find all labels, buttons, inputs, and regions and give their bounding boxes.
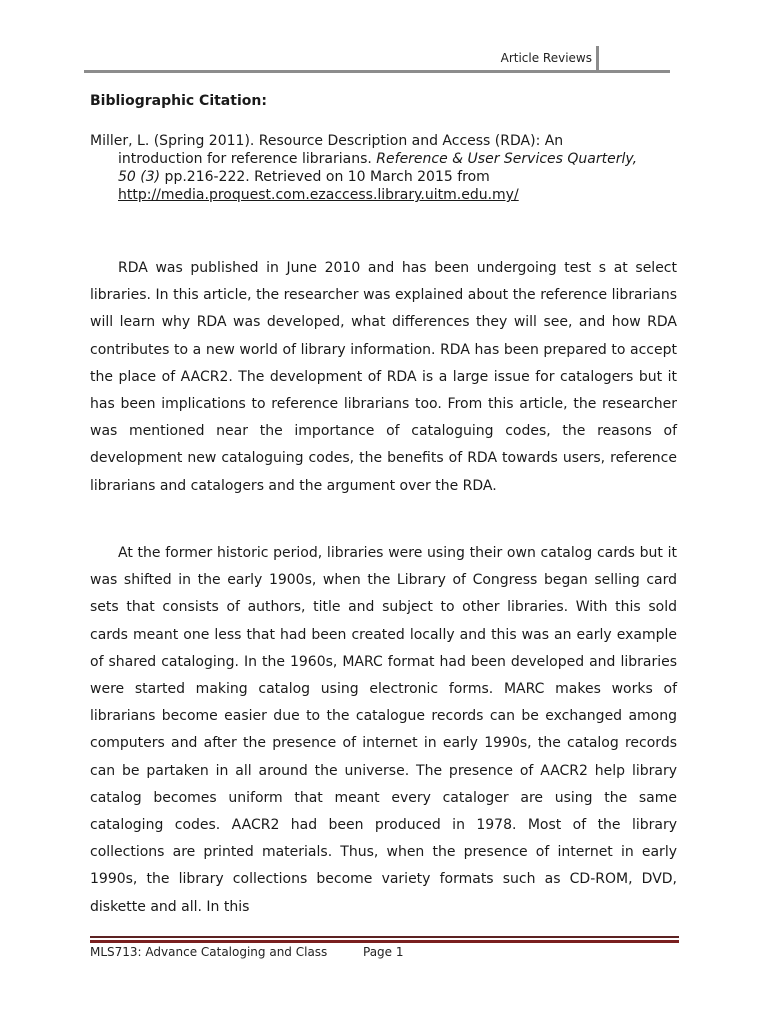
header-rule (84, 70, 670, 73)
footer-rule-thick (90, 940, 679, 943)
header-divider-vertical (596, 46, 599, 72)
footer-course: MLS713: Advance Cataloging and Class (90, 945, 328, 959)
footer-rule-thin (90, 936, 679, 938)
citation-journal: Reference & User Services Quarterly, 50 (3) (118, 151, 638, 185)
citation-url-link[interactable]: http://media.proquest.com.ezaccess.library.uitm.edu.my/ (118, 187, 519, 203)
page-header (84, 44, 670, 74)
citation-heading: Bibliographic Citation: (90, 93, 267, 109)
footer-page-number: Page 1 (363, 945, 404, 959)
bibliographic-citation (90, 132, 638, 204)
body-paragraph-1: RDA was published in June 2010 and has been undergoing test s at select libraries. In this article, the researcher was explained about the reference librarians will learn why RDA was developed, what differences they will see, and how RDA contributes to a new world of library information. RDA has been prepared to accept the place of AACR2. The development of RDA is a large issue for catalogers but it has been implications to reference librarians too. From this article, the researcher was mentioned near the importance of cataloguing codes, the reasons of development new cataloguing codes, the benefits of RDA towards users, reference librarians and catalogers and the argument over the RDA. (90, 260, 677, 494)
citation-text-after: pp.216-222. Retrieved on 10 March 2015 from (160, 169, 490, 185)
header-title: Article Reviews (500, 51, 592, 65)
body-paragraph-2: At the former historic period, libraries were using their own catalog cards but it was shifted in the early 1900s, when the Library of Congress began selling card sets that consists of authors, title and subject to other libraries. With this sold cards meant one less that had been created locally and this was an early example of shared cataloging. In the 1960s, MARC format had been developed and libraries were started making catalog using electronic forms. MARC makes works of librarians become easier due to the catalogue records can be exchanged among computers and after the presence of internet in early 1990s, the catalog records can be partaken in all around the universe. The presence of AACR2 help library catalog becomes uniform that meant every cataloger are using the same cataloging codes. AACR2 had been produced in 1978. Most of the library collections are printed materials. Thus, when the presence of internet in early 1990s, the library collections become variety formats such as CD-ROM, DVD, diskette and all. In this (90, 545, 677, 915)
citation-text-before: Miller, L. (Spring 2011). Resource Description and Access (RDA): An introduction for reference librarians. (90, 133, 564, 167)
